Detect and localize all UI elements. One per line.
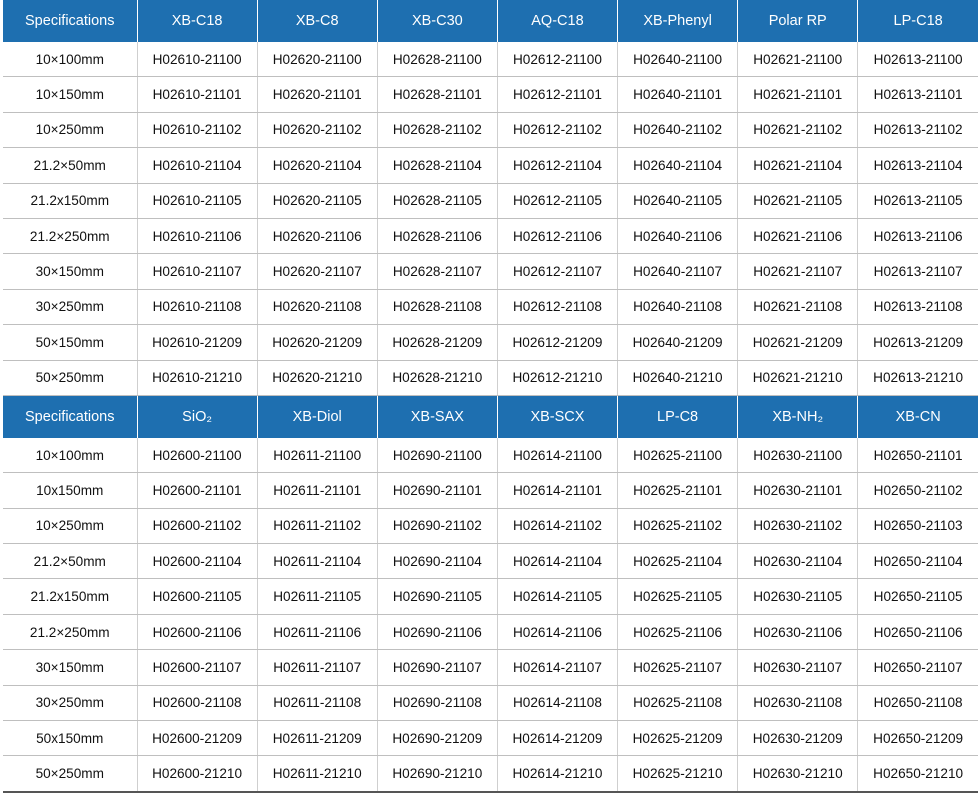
part-number-cell: H02600-21102 [137, 508, 257, 543]
part-number-cell: H02628-21107 [377, 254, 497, 289]
part-number-cell: H02613-21101 [858, 77, 978, 112]
part-number-cell: H02640-21104 [618, 148, 738, 183]
spec-size-cell: 21.2×250mm [3, 218, 137, 253]
part-number-cell: H02612-21210 [497, 360, 617, 395]
spec-size-cell: 30×250mm [3, 685, 137, 720]
part-number-cell: H02630-21210 [738, 756, 858, 792]
part-number-cell: H02614-21100 [497, 438, 617, 473]
spec-size-cell: 30×150mm [3, 650, 137, 685]
table-row [3, 148, 978, 183]
part-number-cell: H02611-21100 [257, 438, 377, 473]
part-number-cell: H02614-21210 [497, 756, 617, 792]
part-number-cell: H02621-21210 [738, 360, 858, 395]
header-row [3, 0, 978, 42]
part-number-cell: H02620-21107 [257, 254, 377, 289]
specifications-header: Specifications [3, 0, 137, 42]
part-number-cell: H02600-21105 [137, 579, 257, 614]
spec-size-cell: 21.2x150mm [3, 183, 137, 218]
part-number-cell: H02625-21105 [618, 579, 738, 614]
part-number-cell: H02610-21107 [137, 254, 257, 289]
part-number-cell: H02621-21209 [738, 325, 858, 360]
part-number-cell: H02625-21210 [618, 756, 738, 792]
part-number-cell: H02630-21106 [738, 614, 858, 649]
part-number-cell: H02625-21108 [618, 685, 738, 720]
table-row [3, 650, 978, 685]
table-row [3, 438, 978, 473]
part-number-cell: H02611-21106 [257, 614, 377, 649]
part-number-cell: H02613-21107 [858, 254, 978, 289]
part-number-cell: H02613-21209 [858, 325, 978, 360]
column-header: XB-CN [858, 395, 978, 438]
part-number-cell: H02614-21105 [497, 579, 617, 614]
column-header: LP-C18 [858, 0, 978, 42]
part-number-cell: H02640-21106 [618, 218, 738, 253]
part-number-cell: H02650-21102 [858, 473, 978, 508]
table-row [3, 289, 978, 324]
part-number-cell: H02613-21210 [858, 360, 978, 395]
table-row [3, 508, 978, 543]
part-number-cell: H02621-21106 [738, 218, 858, 253]
spec-size-cell: 21.2×50mm [3, 544, 137, 579]
part-number-cell: H02613-21100 [858, 42, 978, 77]
part-number-cell: H02610-21102 [137, 112, 257, 147]
part-number-cell: H02610-21101 [137, 77, 257, 112]
part-number-cell: H02690-21105 [377, 579, 497, 614]
header-row [3, 395, 978, 438]
column-header: LP-C8 [618, 395, 738, 438]
column-header: XB-NH₂ [738, 395, 858, 438]
spec-size-cell: 10×250mm [3, 508, 137, 543]
part-number-cell: H02611-21101 [257, 473, 377, 508]
column-header: XB-C18 [137, 0, 257, 42]
part-number-cell: H02625-21101 [618, 473, 738, 508]
column-header: XB-C30 [377, 0, 497, 42]
part-number-cell: H02620-21108 [257, 289, 377, 324]
part-number-cell: H02600-21106 [137, 614, 257, 649]
part-number-cell: H02640-21100 [618, 42, 738, 77]
part-number-cell: H02625-21209 [618, 721, 738, 756]
part-number-cell: H02620-21101 [257, 77, 377, 112]
table-row [3, 360, 978, 395]
part-number-cell: H02621-21102 [738, 112, 858, 147]
part-number-cell: H02650-21108 [858, 685, 978, 720]
part-number-cell: H02650-21101 [858, 438, 978, 473]
part-number-cell: H02614-21101 [497, 473, 617, 508]
part-number-cell: H02614-21108 [497, 685, 617, 720]
part-number-cell: H02611-21102 [257, 508, 377, 543]
table-row [3, 183, 978, 218]
column-header: XB-SCX [497, 395, 617, 438]
part-number-cell: H02630-21100 [738, 438, 858, 473]
part-number-cell: H02620-21104 [257, 148, 377, 183]
part-number-cell: H02625-21100 [618, 438, 738, 473]
spec-size-cell: 50x150mm [3, 721, 137, 756]
part-number-cell: H02611-21209 [257, 721, 377, 756]
part-number-cell: H02625-21102 [618, 508, 738, 543]
table-row [3, 544, 978, 579]
part-number-cell: H02611-21104 [257, 544, 377, 579]
column-header: XB-Diol [257, 395, 377, 438]
part-number-cell: H02640-21210 [618, 360, 738, 395]
part-number-cell: H02621-21108 [738, 289, 858, 324]
part-number-cell: H02612-21105 [497, 183, 617, 218]
part-number-cell: H02690-21209 [377, 721, 497, 756]
part-number-cell: H02612-21101 [497, 77, 617, 112]
part-number-cell: H02690-21102 [377, 508, 497, 543]
part-number-cell: H02614-21209 [497, 721, 617, 756]
part-number-cell: H02612-21100 [497, 42, 617, 77]
part-number-cell: H02628-21102 [377, 112, 497, 147]
part-number-cell: H02610-21210 [137, 360, 257, 395]
table-row [3, 77, 978, 112]
part-number-cell: H02650-21209 [858, 721, 978, 756]
part-number-cell: H02650-21103 [858, 508, 978, 543]
table-row [3, 685, 978, 720]
part-number-cell: H02610-21100 [137, 42, 257, 77]
part-number-cell: H02690-21104 [377, 544, 497, 579]
part-number-cell: H02620-21106 [257, 218, 377, 253]
part-number-cell: H02650-21104 [858, 544, 978, 579]
table-row [3, 254, 978, 289]
spec-size-cell: 10×100mm [3, 42, 137, 77]
part-number-cell: H02640-21102 [618, 112, 738, 147]
spec-size-cell: 50×250mm [3, 360, 137, 395]
part-number-cell: H02640-21209 [618, 325, 738, 360]
spec-size-cell: 10×250mm [3, 112, 137, 147]
spec-size-cell: 21.2×250mm [3, 614, 137, 649]
table-row [3, 112, 978, 147]
part-number-cell: H02621-21104 [738, 148, 858, 183]
table-row [3, 325, 978, 360]
part-number-cell: H02630-21105 [738, 579, 858, 614]
spec-size-cell: 50×150mm [3, 325, 137, 360]
part-number-cell: H02690-21210 [377, 756, 497, 792]
part-number-cell: H02640-21101 [618, 77, 738, 112]
part-number-cell: H02611-21107 [257, 650, 377, 685]
part-number-cell: H02600-21210 [137, 756, 257, 792]
part-number-cell: H02690-21101 [377, 473, 497, 508]
part-number-cell: H02620-21100 [257, 42, 377, 77]
part-number-cell: H02640-21107 [618, 254, 738, 289]
part-number-cell: H02614-21106 [497, 614, 617, 649]
table-row [3, 218, 978, 253]
part-number-cell: H02612-21104 [497, 148, 617, 183]
part-number-cell: H02630-21101 [738, 473, 858, 508]
part-number-cell: H02610-21104 [137, 148, 257, 183]
spec-size-cell: 21.2x150mm [3, 579, 137, 614]
part-number-cell: H02640-21108 [618, 289, 738, 324]
part-number-cell: H02650-21210 [858, 756, 978, 792]
part-number-cell: H02600-21108 [137, 685, 257, 720]
part-number-cell: H02610-21105 [137, 183, 257, 218]
part-number-cell: H02614-21107 [497, 650, 617, 685]
part-number-cell: H02650-21105 [858, 579, 978, 614]
spec-table [3, 0, 978, 793]
part-number-cell: H02690-21107 [377, 650, 497, 685]
part-number-cell: H02620-21209 [257, 325, 377, 360]
table-row [3, 42, 978, 77]
part-number-cell: H02628-21100 [377, 42, 497, 77]
part-number-cell: H02625-21107 [618, 650, 738, 685]
part-number-cell: H02612-21106 [497, 218, 617, 253]
part-number-cell: H02628-21105 [377, 183, 497, 218]
table-row [3, 721, 978, 756]
part-number-cell: H02614-21102 [497, 508, 617, 543]
table-row [3, 579, 978, 614]
part-number-cell: H02628-21108 [377, 289, 497, 324]
spec-size-cell: 30×250mm [3, 289, 137, 324]
table-row [3, 614, 978, 649]
part-number-cell: H02613-21104 [858, 148, 978, 183]
part-number-cell: H02611-21108 [257, 685, 377, 720]
part-number-cell: H02613-21105 [858, 183, 978, 218]
part-number-cell: H02628-21210 [377, 360, 497, 395]
column-header: XB-Phenyl [618, 0, 738, 42]
part-number-cell: H02600-21100 [137, 438, 257, 473]
part-number-cell: H02690-21100 [377, 438, 497, 473]
specifications-header: Specifications [3, 395, 137, 438]
part-number-cell: H02625-21104 [618, 544, 738, 579]
part-number-cell: H02630-21108 [738, 685, 858, 720]
part-number-cell: H02620-21102 [257, 112, 377, 147]
part-number-cell: H02620-21105 [257, 183, 377, 218]
part-number-cell: H02640-21105 [618, 183, 738, 218]
part-number-cell: H02628-21106 [377, 218, 497, 253]
part-number-cell: H02610-21209 [137, 325, 257, 360]
part-number-cell: H02628-21101 [377, 77, 497, 112]
part-number-cell: H02600-21107 [137, 650, 257, 685]
part-number-cell: H02630-21104 [738, 544, 858, 579]
part-number-cell: H02614-21104 [497, 544, 617, 579]
spec-size-cell: 10×150mm [3, 77, 137, 112]
part-number-cell: H02621-21105 [738, 183, 858, 218]
part-number-cell: H02610-21106 [137, 218, 257, 253]
table-row [3, 473, 978, 508]
part-number-cell: H02612-21209 [497, 325, 617, 360]
spec-size-cell: 50×250mm [3, 756, 137, 792]
part-number-cell: H02690-21106 [377, 614, 497, 649]
part-number-cell: H02610-21108 [137, 289, 257, 324]
part-number-cell: H02650-21106 [858, 614, 978, 649]
part-number-cell: H02612-21102 [497, 112, 617, 147]
column-header: SiO₂ [137, 395, 257, 438]
part-number-cell: H02612-21107 [497, 254, 617, 289]
part-number-cell: H02630-21102 [738, 508, 858, 543]
part-number-cell: H02600-21209 [137, 721, 257, 756]
part-number-cell: H02625-21106 [618, 614, 738, 649]
part-number-cell: H02611-21105 [257, 579, 377, 614]
part-number-cell: H02613-21102 [858, 112, 978, 147]
column-header: AQ-C18 [497, 0, 617, 42]
part-number-cell: H02613-21108 [858, 289, 978, 324]
table-row [3, 756, 978, 792]
spec-size-cell: 21.2×50mm [3, 148, 137, 183]
part-number-cell: H02620-21210 [257, 360, 377, 395]
part-number-cell: H02621-21107 [738, 254, 858, 289]
column-header: Polar RP [738, 0, 858, 42]
part-number-cell: H02611-21210 [257, 756, 377, 792]
part-number-cell: H02600-21101 [137, 473, 257, 508]
part-number-cell: H02630-21107 [738, 650, 858, 685]
part-number-cell: H02628-21104 [377, 148, 497, 183]
spec-size-cell: 10×100mm [3, 438, 137, 473]
part-number-cell: H02690-21108 [377, 685, 497, 720]
part-number-cell: H02628-21209 [377, 325, 497, 360]
part-number-cell: H02600-21104 [137, 544, 257, 579]
spec-size-cell: 30×150mm [3, 254, 137, 289]
part-number-cell: H02650-21107 [858, 650, 978, 685]
part-number-cell: H02612-21108 [497, 289, 617, 324]
part-number-cell: H02621-21100 [738, 42, 858, 77]
spec-table-body [3, 0, 978, 792]
part-number-cell: H02613-21106 [858, 218, 978, 253]
part-number-cell: H02621-21101 [738, 77, 858, 112]
column-header: XB-SAX [377, 395, 497, 438]
spec-size-cell: 10x150mm [3, 473, 137, 508]
part-number-cell: H02630-21209 [738, 721, 858, 756]
column-header: XB-C8 [257, 0, 377, 42]
